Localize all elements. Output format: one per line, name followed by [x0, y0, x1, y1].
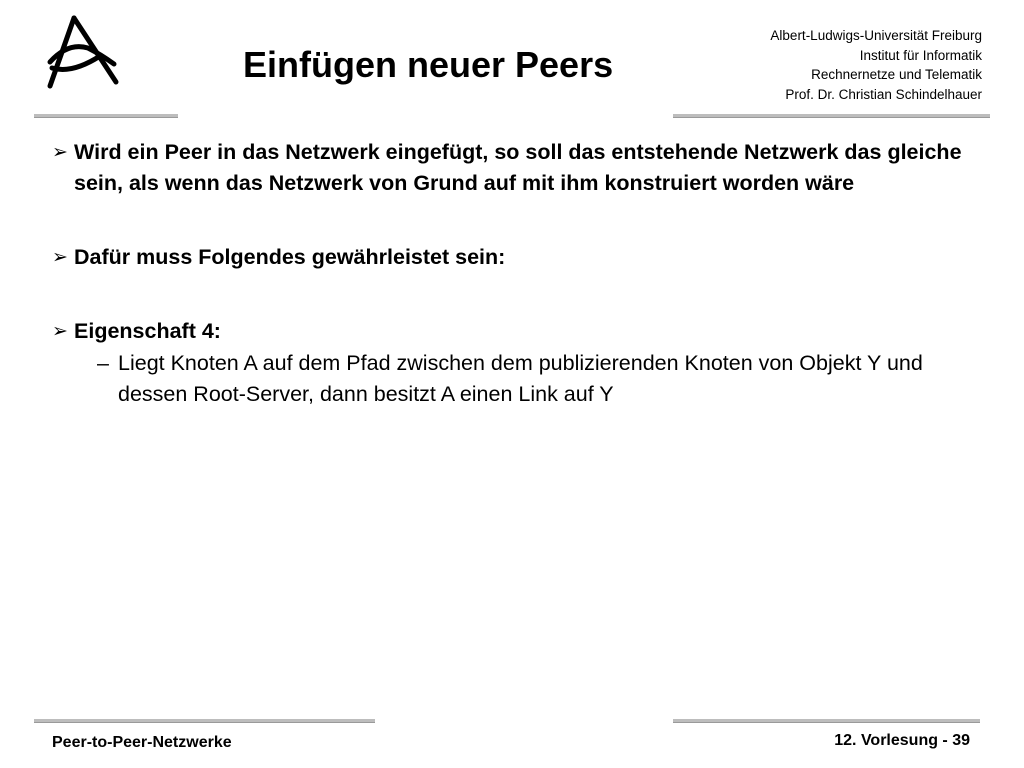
- header-divider-left: [34, 114, 178, 118]
- dash-bullet: –: [97, 351, 109, 375]
- bullet-item: [52, 316, 982, 347]
- arrow-bullet-icon: ➢: [52, 320, 68, 342]
- footer-course-name: Peer-to-Peer-Netzwerke: [52, 734, 232, 751]
- slide-title: Einfügen neuer Peers: [243, 44, 614, 85]
- sub-bullet-item: [97, 348, 982, 410]
- bullet-item: [52, 137, 982, 199]
- bullet-item: [52, 242, 982, 273]
- bullet-text: Dafür muss Folgendes gewährleistet sein:: [74, 245, 506, 269]
- footer-divider-left: [34, 719, 375, 723]
- institution-line: Rechnernetze und Telematik: [811, 67, 982, 82]
- arrow-bullet-icon: ➢: [52, 246, 68, 268]
- sub-bullet-text: Liegt Knoten A auf dem Pfad zwischen dem publizierenden Knoten von Objekt Y und dessen Root-Server, dann besitzt A einen Link auf Y: [118, 351, 923, 406]
- bullet-text: Wird ein Peer in das Netzwerk eingefügt, so soll das entstehende Netzwerk das gleiche sein, als wenn das Netzwerk von Grund auf mit ihm konstruiert worden wäre: [74, 140, 962, 195]
- arrow-bullet-icon: ➢: [52, 141, 68, 163]
- institution-line: Prof. Dr. Christian Schindelhauer: [785, 86, 982, 102]
- institution-line: Institut für Informatik: [859, 47, 982, 63]
- header-divider-right: [673, 114, 990, 118]
- institution-block: [770, 26, 982, 104]
- bullet-text: Eigenschaft 4:: [74, 319, 221, 343]
- footer-slide-number: 12. Vorlesung - 39: [834, 732, 970, 749]
- institution-line: Albert-Ludwigs-Universität Freiburg: [770, 28, 982, 43]
- university-logo-icon: [38, 14, 124, 94]
- footer-divider-right: [673, 719, 980, 723]
- slide-body: [52, 137, 982, 410]
